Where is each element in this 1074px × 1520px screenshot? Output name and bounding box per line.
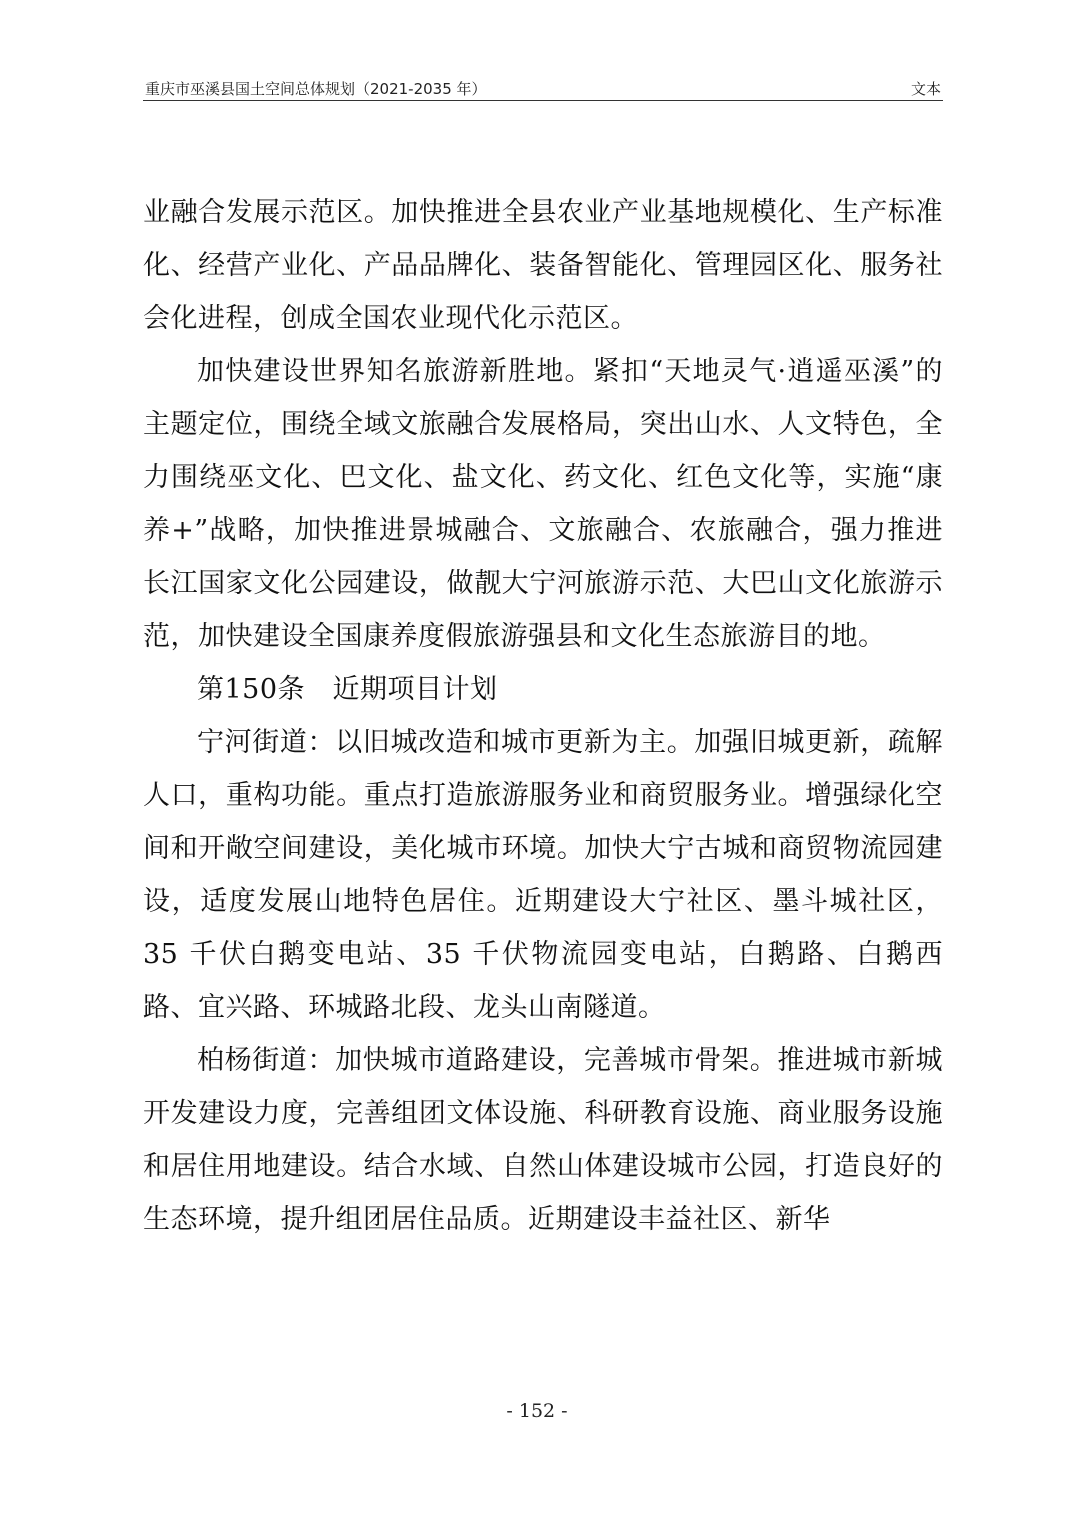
paragraph-continuation: 业融合发展示范区。加快推进全县农业产业基地规模化、生产标准化、经营产业化、产品品牌化、装备智能化、管理园区化、服务社会化进程，创成全国农业现代化示范区。 — [143, 197, 943, 334]
document-title: 重庆市巫溪县国土空间总体规划（2021-2035 年） — [145, 80, 487, 98]
document-type-label: 文本 — [910, 80, 941, 98]
document-body — [143, 186, 943, 1246]
page-header — [143, 76, 943, 101]
page-number: - 152 - — [506, 1400, 568, 1422]
paragraph-baiyang-street: 柏杨街道：加快城市道路建设，完善城市骨架。推进城市新城开发建设力度，完善组团文体设施、科研教育设施、商业服务设施和居住用地建设。结合水域、自然山体建设城市公园，打造良好的生态环境，提升组团居住品质。近期建设丰益社区、新华 — [143, 1045, 943, 1235]
paragraph-ninghe-street: 宁河街道：以旧城改造和城市更新为主。加强旧城更新，疏解人口，重构功能。重点打造旅游服务业和商贸服务业。增强绿化空间和开敞空间建设，美化城市环境。加快大宁古城和商贸物流园建设，适度发展山地特色居住。近期建设大宁社区、墨斗城社区，35 千伏白鹅变电站、35 千伏物流园变电站，白鹅路、白鹅西路、宜兴路、环城路北段、龙头山南隧道。 — [143, 727, 943, 1023]
article-heading: 第150条 近期项目计划 — [197, 674, 498, 705]
paragraph-tourism: 加快建设世界知名旅游新胜地。紧扣“天地灵气·逍遥巫溪”的主题定位，围绕全域文旅融合发展格局，突出山水、人文特色，全力围绕巫文化、巴文化、盐文化、药文化、红色文化等，实施“康养+”战略，加快推进景城融合、文旅融合、农旅融合，强力推进长江国家文化公园建设，做靓大宁河旅游示范、大巴山文化旅游示范，加快建设全国康养度假旅游强县和文化生态旅游目的地。 — [143, 356, 943, 652]
